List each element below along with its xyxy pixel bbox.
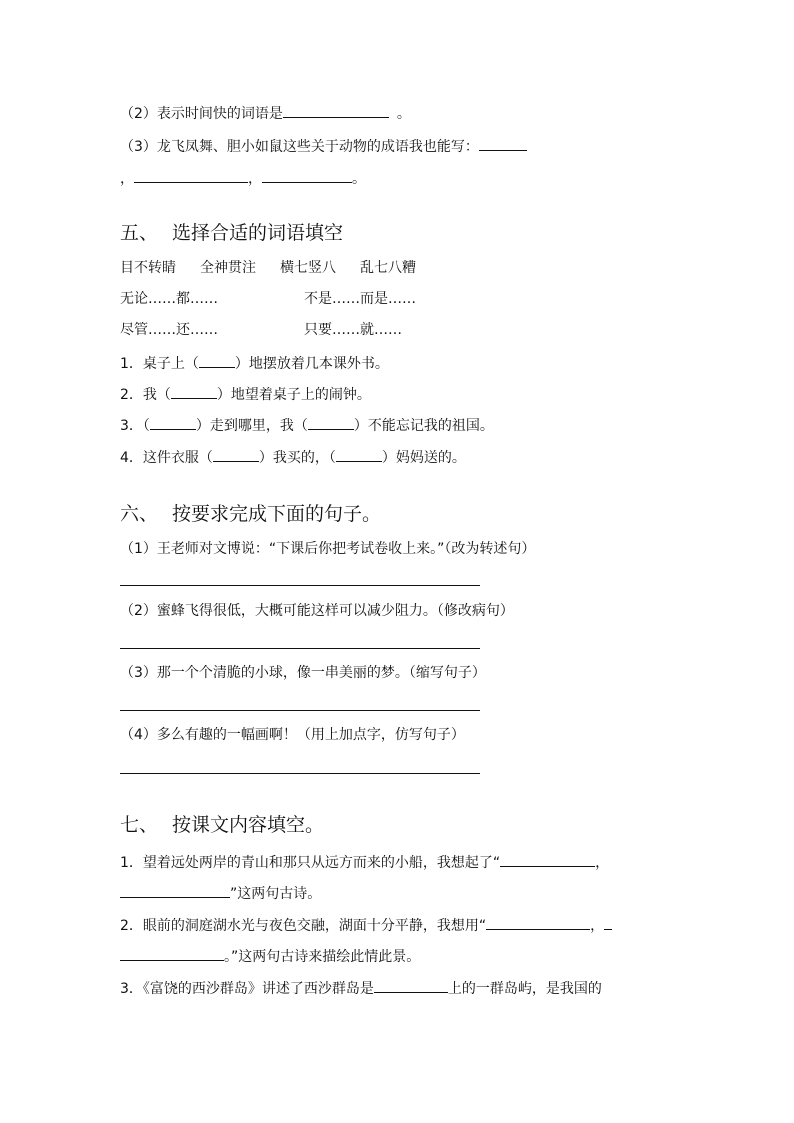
- answer-blank[interactable]: [171, 383, 217, 399]
- question-text: 2．我（: [120, 387, 171, 403]
- question-line: [120, 446, 466, 468]
- answer-blank[interactable]: [120, 945, 224, 961]
- answer-blank[interactable]: [486, 914, 590, 930]
- conjunction-option: 尽管……还……: [120, 322, 218, 338]
- question-line: [120, 167, 366, 189]
- answer-line[interactable]: [120, 585, 480, 586]
- answer-blank[interactable]: [336, 446, 382, 462]
- question-text: ）地望着桌子上的闹钟。: [216, 387, 371, 403]
- question-line: [120, 977, 602, 999]
- answer-blank[interactable]: [199, 352, 235, 368]
- question-line: [120, 135, 527, 157]
- answer-line[interactable]: [120, 710, 480, 711]
- answer-blank[interactable]: [308, 414, 354, 430]
- section-heading: [120, 220, 343, 246]
- section-title: 选择合适的词语填空: [172, 222, 344, 244]
- conjunction-row: [120, 289, 416, 309]
- answer-blank[interactable]: [479, 135, 527, 151]
- answer-line[interactable]: [120, 648, 480, 649]
- question-text: 4．这件衣服（: [120, 450, 213, 466]
- answer-blank[interactable]: [283, 102, 389, 118]
- punctuation: ，: [248, 171, 262, 187]
- punctuation: 。: [352, 171, 366, 187]
- answer-line[interactable]: [120, 773, 480, 774]
- question-text: （1）王老师对文博说：“下课后你把考试卷收上来。”（改为转述句）: [120, 541, 536, 557]
- question-text: （3）那一个个清脆的小球，像一串美丽的梦。（缩写句子）: [120, 665, 486, 681]
- conjunction-option: 无论……都……: [120, 291, 218, 307]
- answer-blank[interactable]: [262, 167, 352, 183]
- answer-blank[interactable]: [213, 446, 259, 462]
- question-text: （3）龙飞凤舞、胆小如鼠这些关于动物的成语我也能写：: [120, 139, 479, 155]
- answer-blank[interactable]: [150, 414, 196, 430]
- question-line: [120, 414, 494, 436]
- conjunction-option: 只要……就……: [304, 322, 402, 338]
- word-option: 横七竖八: [280, 260, 336, 276]
- question-text: 3．《富饶的西沙群岛》讲述了西沙群岛是: [120, 981, 374, 997]
- answer-blank[interactable]: [604, 914, 612, 930]
- question-text: ）不能忘记我的祖国。: [353, 418, 494, 434]
- conjunction-row: [120, 320, 402, 340]
- question-line: [120, 102, 411, 124]
- answer-blank[interactable]: [120, 882, 230, 898]
- section-heading: [120, 501, 381, 527]
- section-number: 七、: [120, 814, 159, 836]
- question-text: ”这两句古诗。: [230, 886, 322, 902]
- punctuation: 。: [396, 106, 411, 122]
- question-text: （2）表示时间快的词语是: [120, 106, 283, 122]
- question-line: [120, 882, 321, 904]
- conjunction-option: 不是……而是……: [304, 291, 416, 307]
- punctuation: ，: [590, 918, 605, 934]
- question-text: 。”这两句古诗来描绘此情此景。: [224, 949, 421, 965]
- question-text: 上的一群岛屿，是我国的: [447, 981, 602, 997]
- punctuation: ，: [595, 855, 610, 871]
- answer-blank[interactable]: [374, 977, 448, 993]
- question-line: [120, 945, 420, 967]
- section-title: 按要求完成下面的句子。: [172, 503, 382, 525]
- word-bank: [120, 258, 416, 278]
- question-text: （4）多么有趣的一幅画啊！（用上加点字，仿写句子）: [120, 727, 465, 743]
- question-line: [120, 851, 609, 873]
- section-heading: [120, 812, 324, 838]
- section-number: 六、: [120, 503, 159, 525]
- question-text: 1．桌子上（: [120, 356, 199, 372]
- question-text: ）我买的，（: [258, 450, 336, 466]
- answer-blank[interactable]: [134, 167, 248, 183]
- question-text: ）地摆放着几本课外书。: [234, 356, 389, 372]
- question-text: ）走到哪里，我（: [195, 418, 308, 434]
- punctuation: ，: [120, 171, 134, 187]
- question-text: （2）蜜蜂飞得很低，大概可能这样可以减少阻力。（修改病句）: [120, 603, 514, 619]
- question-line: [120, 352, 389, 374]
- answer-blank[interactable]: [500, 851, 595, 867]
- word-option: 乱七八糟: [360, 260, 416, 276]
- word-option: 全神贯注: [200, 260, 256, 276]
- question-text: 2．眼前的洞庭湖水光与夜色交融，湖面十分平静，我想用“: [120, 918, 487, 934]
- question-text: ）妈妈送的。: [381, 450, 466, 466]
- question-line: [120, 383, 371, 405]
- question-text: 3．（: [120, 418, 150, 434]
- question-line: [120, 914, 612, 936]
- word-option: 目不转睛: [120, 260, 176, 276]
- section-number: 五、: [120, 222, 159, 244]
- question-text: 1．望着远处两岸的青山和那只从远方而来的小船，我想起了“: [120, 855, 501, 871]
- section-title: 按课文内容填空。: [172, 814, 325, 836]
